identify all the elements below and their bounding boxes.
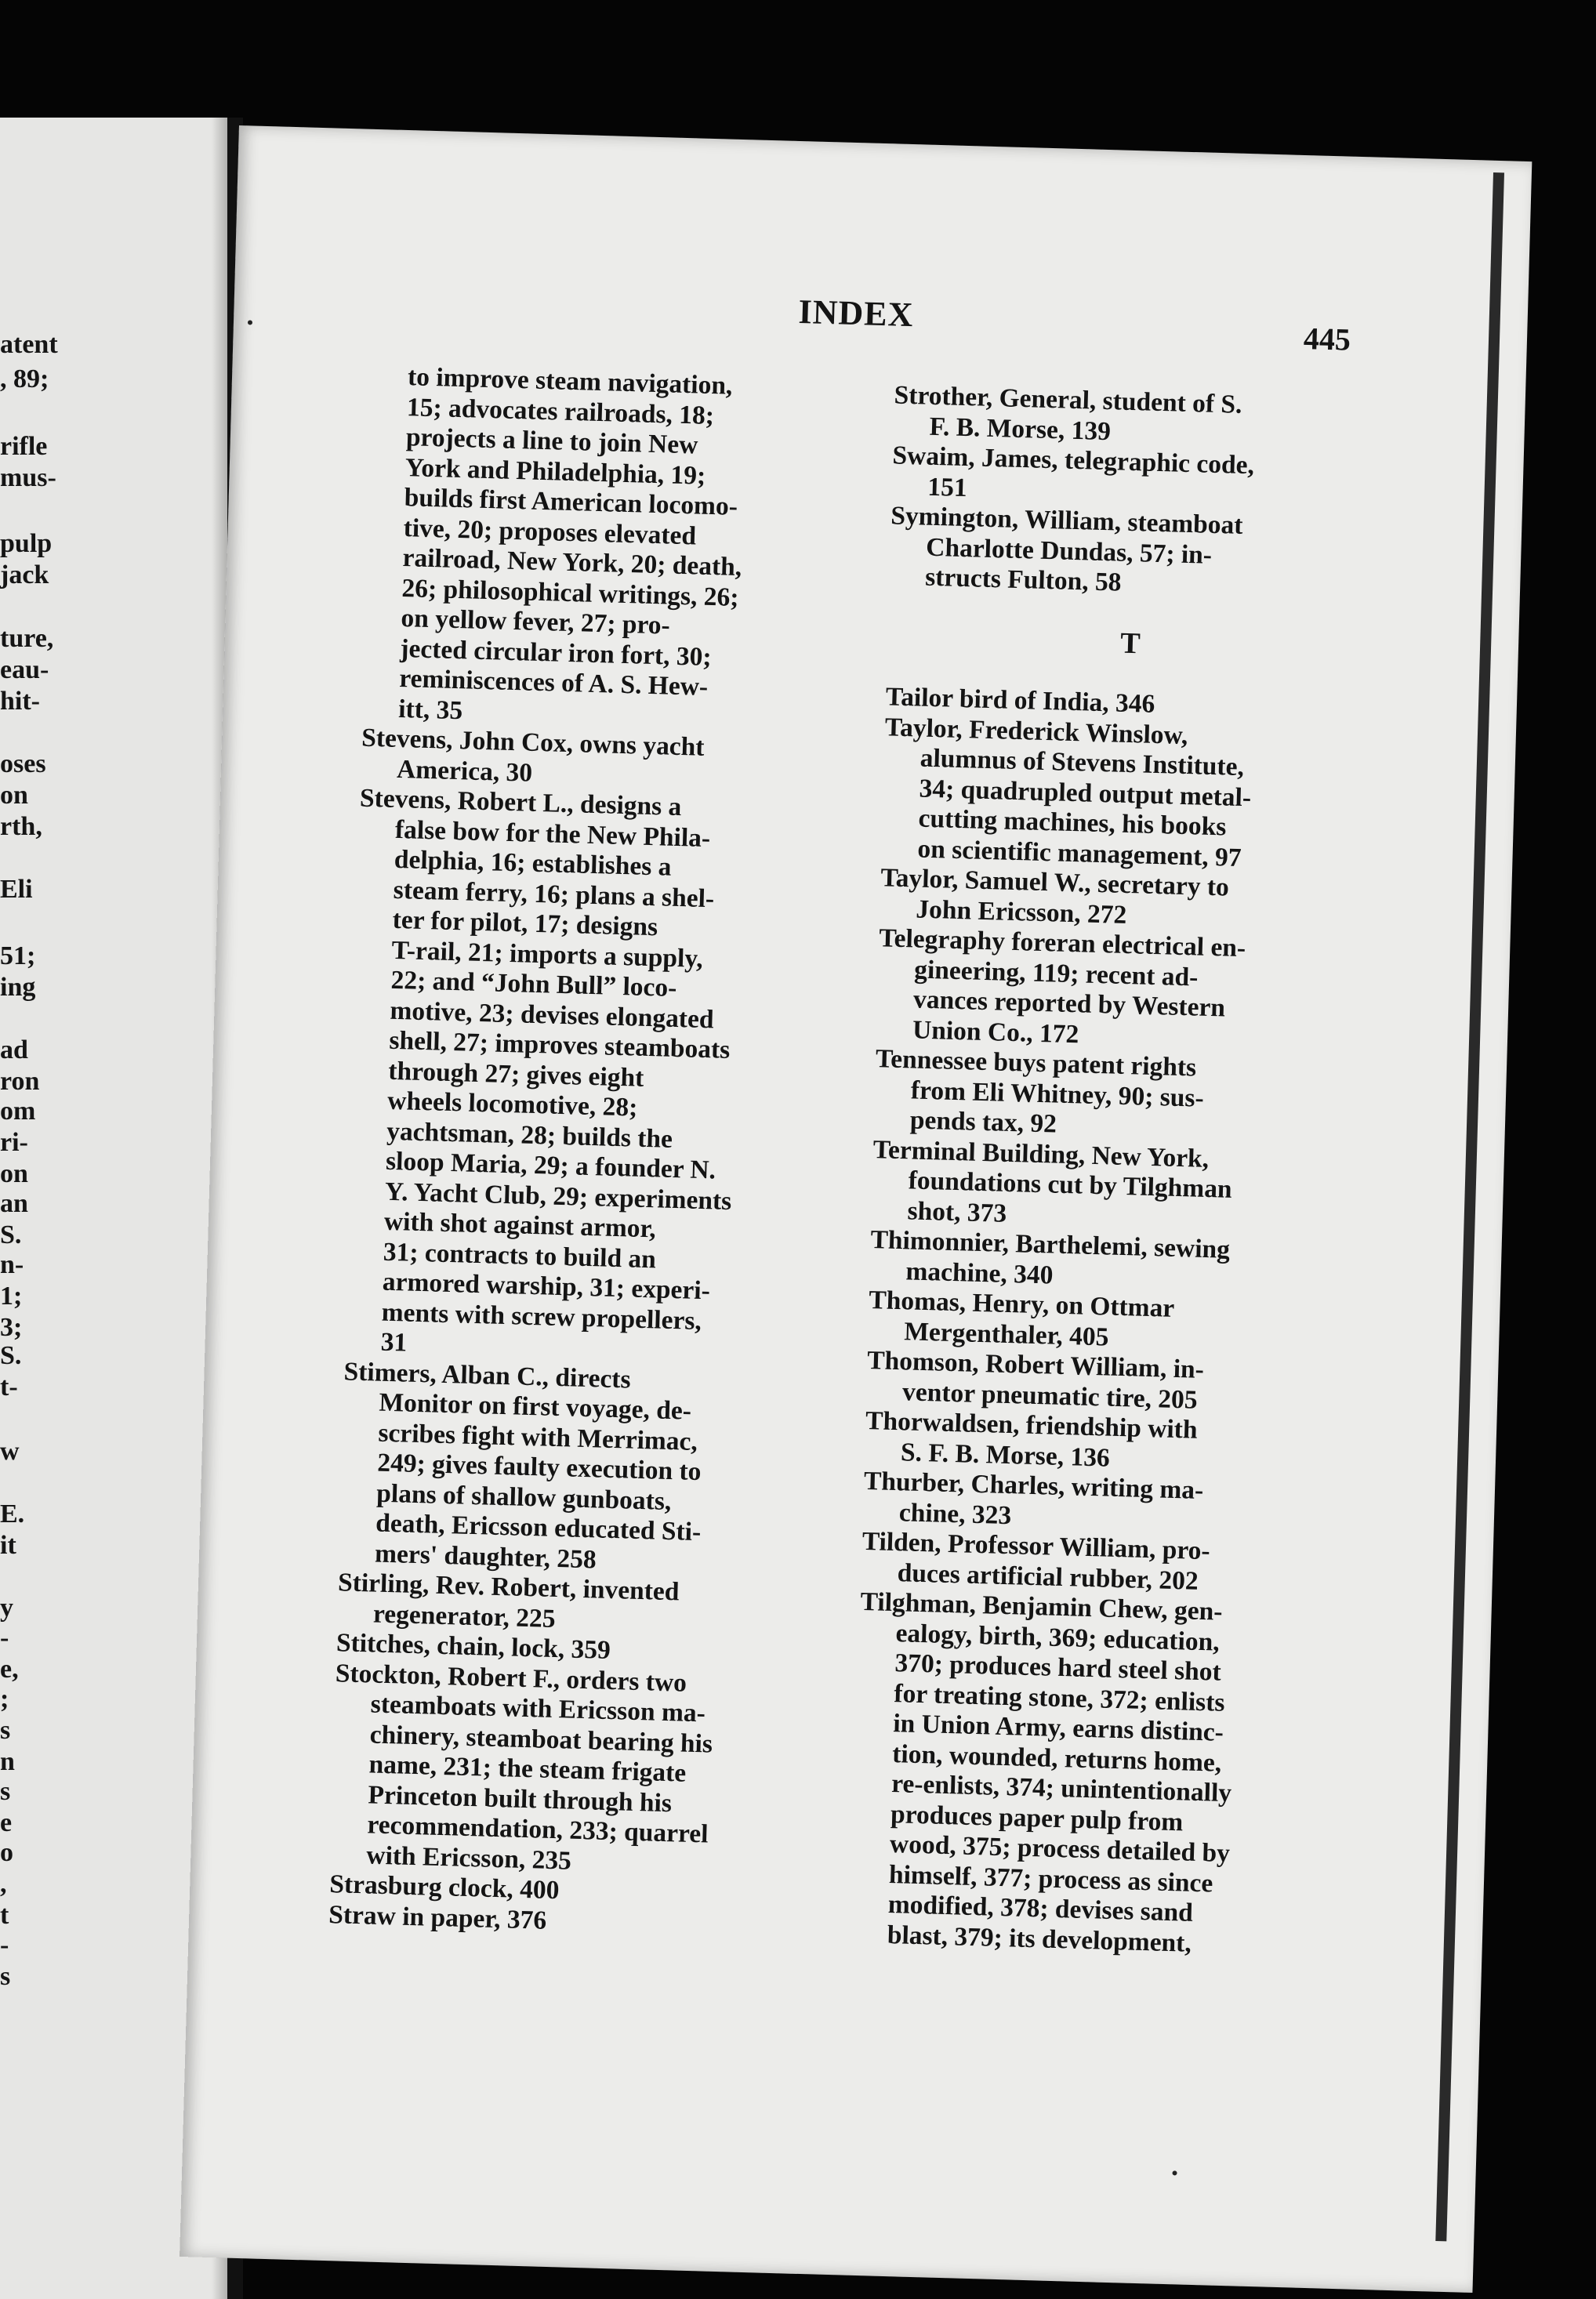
index-entry-line: produces paper pulp from: [890, 1799, 1184, 1837]
index-entry-line: armored warship, 31; experi-: [382, 1267, 711, 1306]
index-entry-line: for treating stone, 372; enlists: [893, 1678, 1225, 1717]
page-number: 445: [1303, 321, 1351, 357]
index-entry-line: wheels locomotive, 28;: [386, 1086, 638, 1122]
section-letter: T: [1119, 626, 1141, 661]
left-page-fragment: ad: [0, 1035, 28, 1064]
index-entry-line: shot, 373: [907, 1195, 1007, 1228]
left-page-fragment: w: [0, 1437, 20, 1466]
index-entry-heading: Thurber, Charles, writing ma-: [863, 1466, 1204, 1506]
left-page-fragment: eau-: [0, 655, 49, 684]
index-entry-line: duces artificial rubber, 202: [897, 1557, 1199, 1596]
index-entry-line: Monitor on first voyage, de-: [379, 1387, 692, 1426]
left-page-fragment: mus-: [0, 463, 56, 492]
index-entry-line: chinery, steamboat bearing his: [369, 1719, 713, 1759]
left-page-fragment: ture,: [0, 624, 54, 653]
index-entry-line: jected circular iron fort, 30;: [399, 633, 713, 672]
index-entry-line: name, 231; the steam frigate: [368, 1750, 687, 1788]
left-page-fragment: rifle: [0, 432, 48, 461]
index-entry-line: Mergenthaler, 405: [903, 1316, 1109, 1352]
index-entry-line: Union Co., 172: [912, 1014, 1079, 1049]
index-entry-heading: Stevens, Robert L., designs a: [359, 783, 682, 822]
index-entry-line: reminiscences of A. S. Hew-: [398, 663, 709, 702]
index-entry-line: railroad, New York, 20; death,: [402, 543, 742, 582]
left-page-fragment: s: [0, 1962, 11, 1991]
left-page-fragment: ron: [0, 1067, 40, 1096]
index-entry-heading: Tailor bird of India, 346: [885, 682, 1155, 719]
index-entry-heading: Swaim, James, telegraphic code,: [892, 441, 1255, 480]
index-entry-line: in Union Army, earns distinc-: [892, 1709, 1224, 1747]
index-entry-line: T-rail, 21; imports a supply,: [391, 935, 704, 974]
left-page-fragment: S.: [0, 1220, 22, 1249]
left-page-fragment: , 89;: [0, 364, 49, 393]
left-page-fragment: o: [0, 1838, 13, 1867]
index-entry-line: steam ferry, 16; plans a shel-: [393, 875, 715, 913]
index-entry-line: on scientific management, 97: [917, 834, 1242, 872]
left-page-fragment: e: [0, 1808, 13, 1837]
index-column-right: [851, 380, 1380, 1963]
left-page-fragment: Eli: [0, 875, 33, 904]
left-page-fragment: rth,: [0, 812, 42, 841]
left-page-fragment: ri-: [0, 1128, 28, 1157]
index-entry-line: ealogy, birth, 369; education,: [895, 1618, 1221, 1657]
index-entry-heading: Thomson, Robert William, in-: [866, 1345, 1205, 1384]
index-entry-line: 249; gives faulty execution to: [376, 1448, 702, 1487]
index-entry-heading: Taylor, Frederick Winslow,: [884, 712, 1188, 750]
left-page-fragment: pulp: [0, 529, 53, 558]
index-entry-line: himself, 377; process as since: [888, 1859, 1213, 1898]
index-entry-line: sloop Maria, 29; a founder N.: [385, 1146, 716, 1185]
index-entry-line: modified, 378; devises sand: [887, 1890, 1194, 1927]
index-entry-line: 370; produces hard steel shot: [894, 1648, 1222, 1687]
left-page-fragment: om: [0, 1097, 36, 1126]
index-entry-line: vances reported by Western: [912, 985, 1226, 1023]
index-entry-line: motive, 23; devises elongated: [390, 995, 715, 1034]
left-page-fragment: ;: [0, 1684, 9, 1713]
left-page-fragment: t: [0, 1901, 9, 1930]
left-page-fragment: t-: [0, 1373, 18, 1402]
left-page-fragment: -: [0, 1623, 9, 1652]
index-entry-line: 31: [380, 1327, 408, 1358]
index-entry-line: John Ericsson, 272: [915, 894, 1127, 930]
left-page-fragment: 51;: [0, 941, 36, 970]
index-column-left: [328, 361, 858, 1944]
left-page-fragment: ing: [0, 973, 36, 1002]
speck-mark: [248, 320, 252, 325]
index-entry-line: foundations cut by Tilghman: [908, 1166, 1233, 1204]
left-page-fragment: S.: [0, 1341, 22, 1370]
index-entry-line: 26; philosophical writings, 26;: [401, 573, 739, 612]
page-heading: INDEX: [797, 292, 915, 335]
index-entry-line: structs Fulton, 58: [924, 562, 1123, 597]
index-entry-line: chine, 323: [898, 1497, 1012, 1530]
left-page-fragment: on: [0, 781, 28, 810]
index-entry-line: itt, 35: [397, 694, 463, 725]
index-entry-line: ventor pneumatic tire, 205: [901, 1376, 1199, 1415]
index-entry-line: regenerator, 225: [372, 1599, 557, 1634]
left-page-fragment: on: [0, 1159, 28, 1188]
index-entry-line: gineering, 119; recent ad-: [913, 954, 1199, 992]
left-page-fragment: 1;: [0, 1282, 23, 1311]
index-entry-line: yachtsman, 28; builds the: [386, 1116, 673, 1154]
index-entry-line: blast, 379; its development,: [887, 1920, 1192, 1958]
index-entry-line: through 27; gives eight: [387, 1056, 644, 1093]
index-entry-line: recommendation, 233; quarrel: [367, 1810, 709, 1849]
index-entry-line: S. F. B. Morse, 136: [900, 1437, 1111, 1473]
index-entry-line: steamboats with Ericsson ma-: [370, 1689, 706, 1728]
index-entry-line: plans of shallow gunboats,: [375, 1478, 672, 1516]
index-entry-line: to improve steam navigation,: [407, 362, 733, 401]
index-entry-heading: Taylor, Samuel W., secretary to: [880, 863, 1230, 902]
index-entry-line: wood, 375; process detailed by: [889, 1829, 1231, 1869]
left-page-fragment: oses: [0, 749, 46, 778]
index-entry-line: on yellow fever, 27; pro-: [401, 604, 671, 640]
index-entry-heading: Tilden, Professor William, pro-: [861, 1526, 1211, 1566]
index-entry-heading: Straw in paper, 376: [328, 1899, 547, 1935]
index-entry-heading: Stitches, chain, lock, 359: [336, 1628, 611, 1665]
left-page-fragment: ,: [0, 1869, 7, 1898]
index-entry-line: mers' daughter, 258: [374, 1539, 597, 1574]
index-entry-heading: Tilghman, Benjamin Chew, gen-: [860, 1586, 1223, 1626]
index-entry-line: 15; advocates railroads, 18;: [406, 392, 715, 430]
index-entry-heading: Stevens, John Cox, owns yacht: [361, 723, 706, 762]
index-entry-line: York and Philadelphia, 19;: [404, 452, 706, 491]
index-entry-line: from Eli Whitney, 90; sus-: [910, 1075, 1205, 1113]
index-entry-line: Princeton built through his: [368, 1779, 673, 1818]
index-entry-line: America, 30: [396, 754, 533, 788]
left-page-fragment: s: [0, 1777, 11, 1806]
left-page-fragment: n: [0, 1747, 15, 1776]
index-entry-line: F. B. Morse, 139: [929, 412, 1112, 446]
index-entry-line: 151: [927, 472, 968, 502]
index-entry-heading: Stirling, Rev. Robert, invented: [337, 1568, 680, 1607]
index-entry-line: 31; contracts to build an: [383, 1237, 657, 1274]
index-entry-line: with Ericsson, 235: [365, 1840, 572, 1876]
index-entry-heading: Thimonnier, Barthelemi, sewing: [870, 1225, 1231, 1264]
index-page: [180, 125, 1532, 2293]
index-entry-line: machine, 340: [905, 1256, 1054, 1290]
left-page-fragment: an: [0, 1189, 28, 1218]
left-page-fragment: atent: [0, 330, 58, 359]
index-entry-heading: Terminal Building, New York,: [872, 1134, 1210, 1173]
left-page-fragment: jack: [0, 560, 49, 589]
index-entry-heading: Stimers, Alban C., directs: [343, 1356, 632, 1394]
index-entry-line: 22; and “John Bull” loco-: [390, 965, 677, 1003]
index-entry-heading: Strasburg clock, 400: [328, 1869, 560, 1906]
speck-mark: [1172, 2170, 1177, 2175]
index-entry-line: alumnus of Stevens Institute,: [920, 743, 1245, 782]
left-page-fragment: y: [0, 1594, 13, 1623]
index-entry-line: tion, wounded, returns home,: [891, 1739, 1222, 1778]
index-entry-line: tive, 20; proposes elevated: [403, 513, 697, 550]
left-page-fragment: s: [0, 1716, 11, 1745]
left-page-fragment: it: [0, 1531, 16, 1560]
left-page-fragment: e,: [0, 1655, 19, 1684]
index-entry-line: shell, 27; improves steamboats: [388, 1025, 731, 1064]
index-entry-heading: Symington, William, steamboat: [890, 501, 1243, 540]
index-entry-line: Y. Yacht Club, 29; experiments: [384, 1177, 732, 1216]
index-entry-heading: Thorwaldsen, friendship with: [865, 1405, 1199, 1445]
left-page-fragment: -: [0, 1931, 9, 1960]
index-entry-line: builds first American locomo-: [404, 483, 738, 521]
left-page-fragment: E.: [0, 1499, 25, 1528]
index-entry-line: delphia, 16; establishes a: [394, 844, 672, 882]
index-entry-line: 34; quadrupled output metal-: [919, 774, 1252, 812]
index-entry-line: cutting machines, his books: [918, 803, 1227, 842]
index-entry-line: re-enlists, 374; unintentionally: [890, 1769, 1232, 1808]
index-entry-heading: Stockton, Robert F., orders two: [335, 1658, 687, 1698]
index-entry-line: projects a line to join New: [405, 422, 698, 460]
index-entry-heading: Telegraphy foreran electrical en-: [878, 923, 1246, 963]
index-entry-line: false bow for the New Phila-: [394, 814, 711, 853]
left-page-fragment: hit-: [0, 687, 40, 716]
index-entry-line: scribes fight with Merrimac,: [377, 1418, 698, 1456]
left-page-fragment: n-: [0, 1250, 24, 1279]
index-entry-line: death, Ericsson educated Sti-: [375, 1508, 702, 1547]
index-entry-line: ter for pilot, 17; designs: [392, 905, 658, 942]
index-entry-line: Charlotte Dundas, 57; in-: [925, 532, 1213, 570]
index-entry-heading: Thomas, Henry, on Ottmar: [868, 1285, 1175, 1323]
index-entry-line: pends tax, 92: [909, 1105, 1057, 1139]
left-page-fragment: 3;: [0, 1313, 23, 1342]
index-entry-heading: Strother, General, student of S.: [894, 380, 1242, 419]
index-entry-line: ments with screw propellers,: [381, 1297, 702, 1336]
index-entry-heading: Tennessee buys patent rights: [875, 1044, 1197, 1082]
index-entry-line: with shot against armor,: [383, 1206, 657, 1244]
